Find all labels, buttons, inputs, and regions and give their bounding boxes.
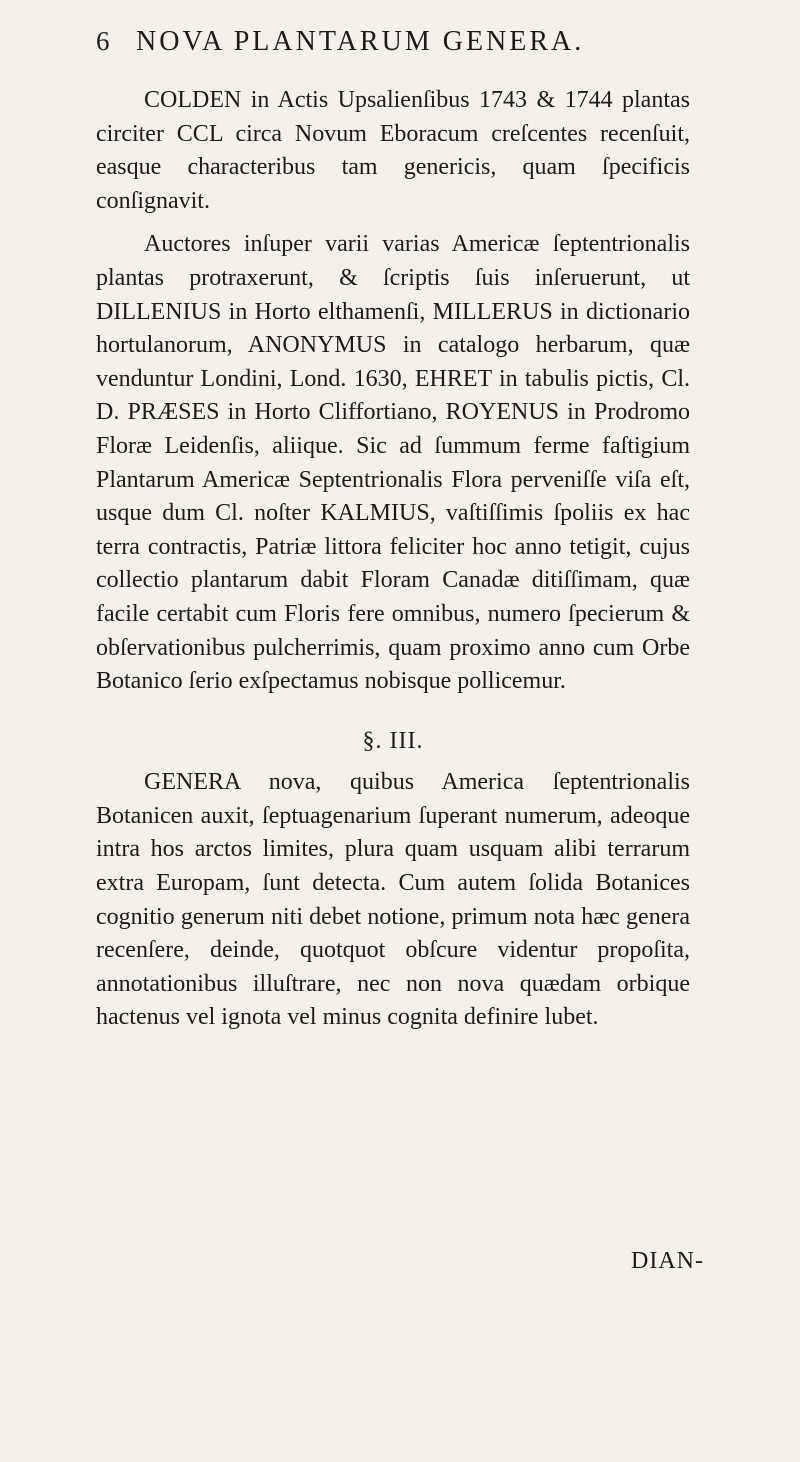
paragraph-colden: COLDEN in Actis Upsalienſibus 1743 & 1744 plantas circiter CCL circa Novum Eboracum creſcentes recenſuit, easque characteribus tam genericis, quam ſpecificis conſignavit.: [96, 87, 690, 214]
section-heading: §. III.: [362, 727, 424, 754]
catchword: DIAN-: [631, 1248, 704, 1274]
running-title: NOVA PLANTARUM GENERA.: [136, 26, 585, 57]
paragraph-auctores: Auctores inſuper varii varias Americæ ſeptentrionalis plantas protraxerunt, & ſcriptis ſuis inſeruerunt, ut DILLENIUS in Horto elthamenſi, MILLERUS in dictionario hortulanorum, ANONYMUS in catalogo herbarum, quæ venduntur Londini, Lond. 1630, EHRET in tabulis pictis, Cl. D. PRÆSES in Horto Cliffortiano, ROYENUS in Prodromo Floræ Leidenſis, aliique. Sic ad ſummum ferme faſtigium Plantarum Americæ Septentrionalis Flora perveniſſe viſa eſt, usque dum Cl. noſter KALMIUS, vaſtiſſimis ſpoliis ex hac terra contractis, Patriæ littora feliciter hoc anno tetigit, cujus collectio plantarum dabit Floram Canadæ ditiſſimam, quæ facile certabit cum Floris fere omnibus, numero ſpecierum & obſervationibus pulcherrimis, quam proximo anno cum Orbe Botanico ſerio exſpectamus nobisque pollicemur.: [96, 231, 690, 695]
paragraph-genera: GENERA nova, quibus America ſeptentrionalis Botanicen auxit, ſeptuagenarium ſuperant numerum, adeoque intra hos arctos limites, plura quam usquam alibi terrarum extra Europam, ſunt detecta. Cum autem ſolida Botanices cognitio generum niti debet notione, primum nota hæc genera recenſere, deinde, quotquot obſcure videntur propoſita, annotationibus illuſtrare, nec non nova quædam orbique hactenus vel ignota vel minus cognita definire lubet.: [96, 769, 690, 1031]
page-number: 6: [96, 26, 110, 56]
page-header: [96, 26, 696, 66]
body-text: [96, 84, 690, 1035]
